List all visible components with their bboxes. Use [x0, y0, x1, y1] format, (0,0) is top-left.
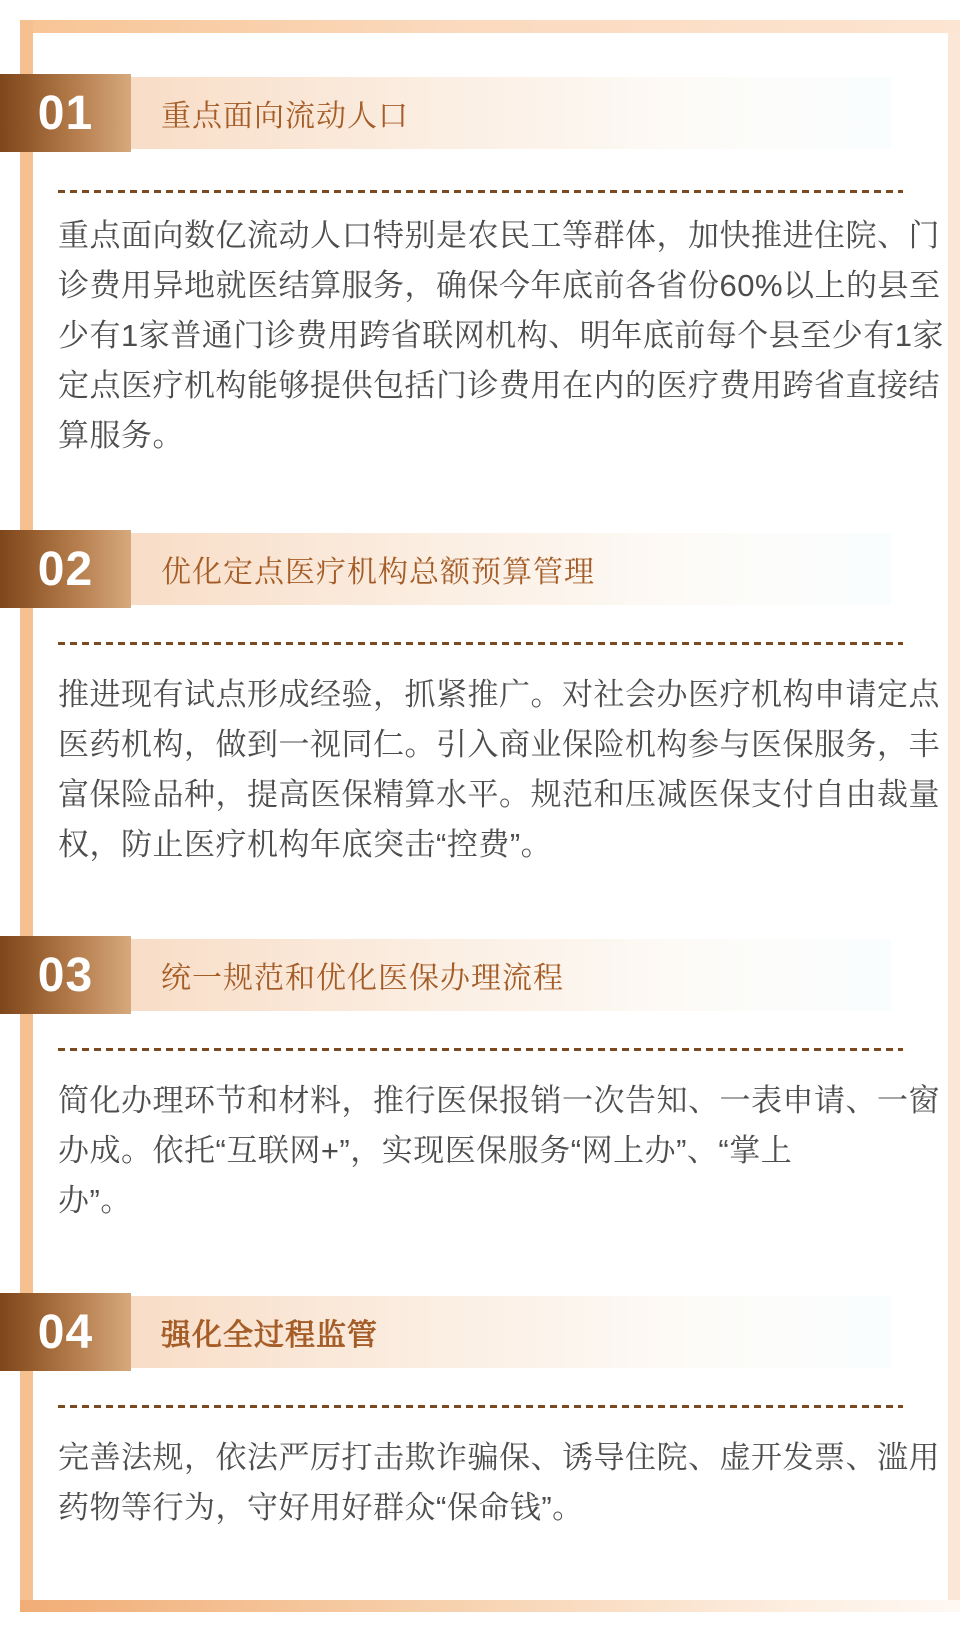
section-number: 01: [37, 86, 94, 140]
section-number: 03: [37, 948, 94, 1002]
body-line: 办成。依托“互联网+”，实现医保服务“网上办”、“掌上: [58, 1133, 793, 1168]
section-number: 02: [37, 542, 94, 596]
section-number-badge: [0, 74, 131, 152]
dotted-divider: [58, 1405, 903, 1408]
section-number-badge: [0, 1293, 131, 1371]
body-line: 完善法规，依法严厉打击欺诈骗保、诱导住院、虚开发票、滥用: [58, 1440, 940, 1475]
body-line: 推进现有试点形成经验，抓紧推广。对社会办医疗机构申请定点: [58, 677, 940, 712]
section-number-badge: [0, 936, 131, 1014]
body-line: 权，防止医疗机构年底突击“控费”。: [58, 827, 553, 862]
section-title-bar: [131, 1296, 891, 1368]
section-title: 重点面向流动人口: [161, 100, 409, 133]
section-body: [58, 670, 940, 870]
section-title: 统一规范和优化医保办理流程: [161, 962, 564, 995]
section-title-bar: [131, 533, 891, 605]
body-line: 药物等行为，守好用好群众“保命钱”。: [58, 1490, 584, 1525]
section-body: [58, 1433, 940, 1533]
dotted-divider: [58, 1048, 903, 1051]
body-line: 富保险品种，提高医保精算水平。规范和压减医保支付自由裁量: [58, 777, 940, 812]
section-number-badge: [0, 530, 131, 608]
dotted-divider: [58, 642, 903, 645]
body-line: 办”。: [58, 1183, 132, 1218]
section-title: 强化全过程监管: [161, 1319, 378, 1352]
frame-border-left: [20, 20, 33, 1612]
body-line: 诊费用异地就医结算服务，确保今年底前各省份60%以上的县至: [58, 268, 941, 303]
body-line: 医药机构，做到一视同仁。引入商业保险机构参与医保服务，丰: [58, 727, 940, 762]
section-title: 优化定点医疗机构总额预算管理: [161, 556, 595, 589]
frame-border-top: [20, 20, 960, 33]
section-body: [58, 1076, 940, 1226]
frame-border-right: [948, 33, 960, 1612]
body-line: 重点面向数亿流动人口特别是农民工等群体，加快推进住院、门: [58, 218, 940, 253]
dotted-divider: [58, 190, 903, 193]
body-line: 定点医疗机构能够提供包括门诊费用在内的医疗费用跨省直接结: [58, 368, 940, 403]
body-line: 简化办理环节和材料，推行医保报销一次告知、一表申请、一窗: [58, 1083, 940, 1118]
section-number: 04: [37, 1305, 94, 1359]
frame-border-bottom: [20, 1600, 960, 1612]
section-title-bar: [131, 77, 891, 149]
body-line: 算服务。: [58, 418, 184, 453]
body-line: 少有1家普通门诊费用跨省联网机构、明年底前每个县至少有1家: [58, 318, 944, 353]
section-title-bar: [131, 939, 891, 1011]
section-body: [58, 211, 944, 461]
